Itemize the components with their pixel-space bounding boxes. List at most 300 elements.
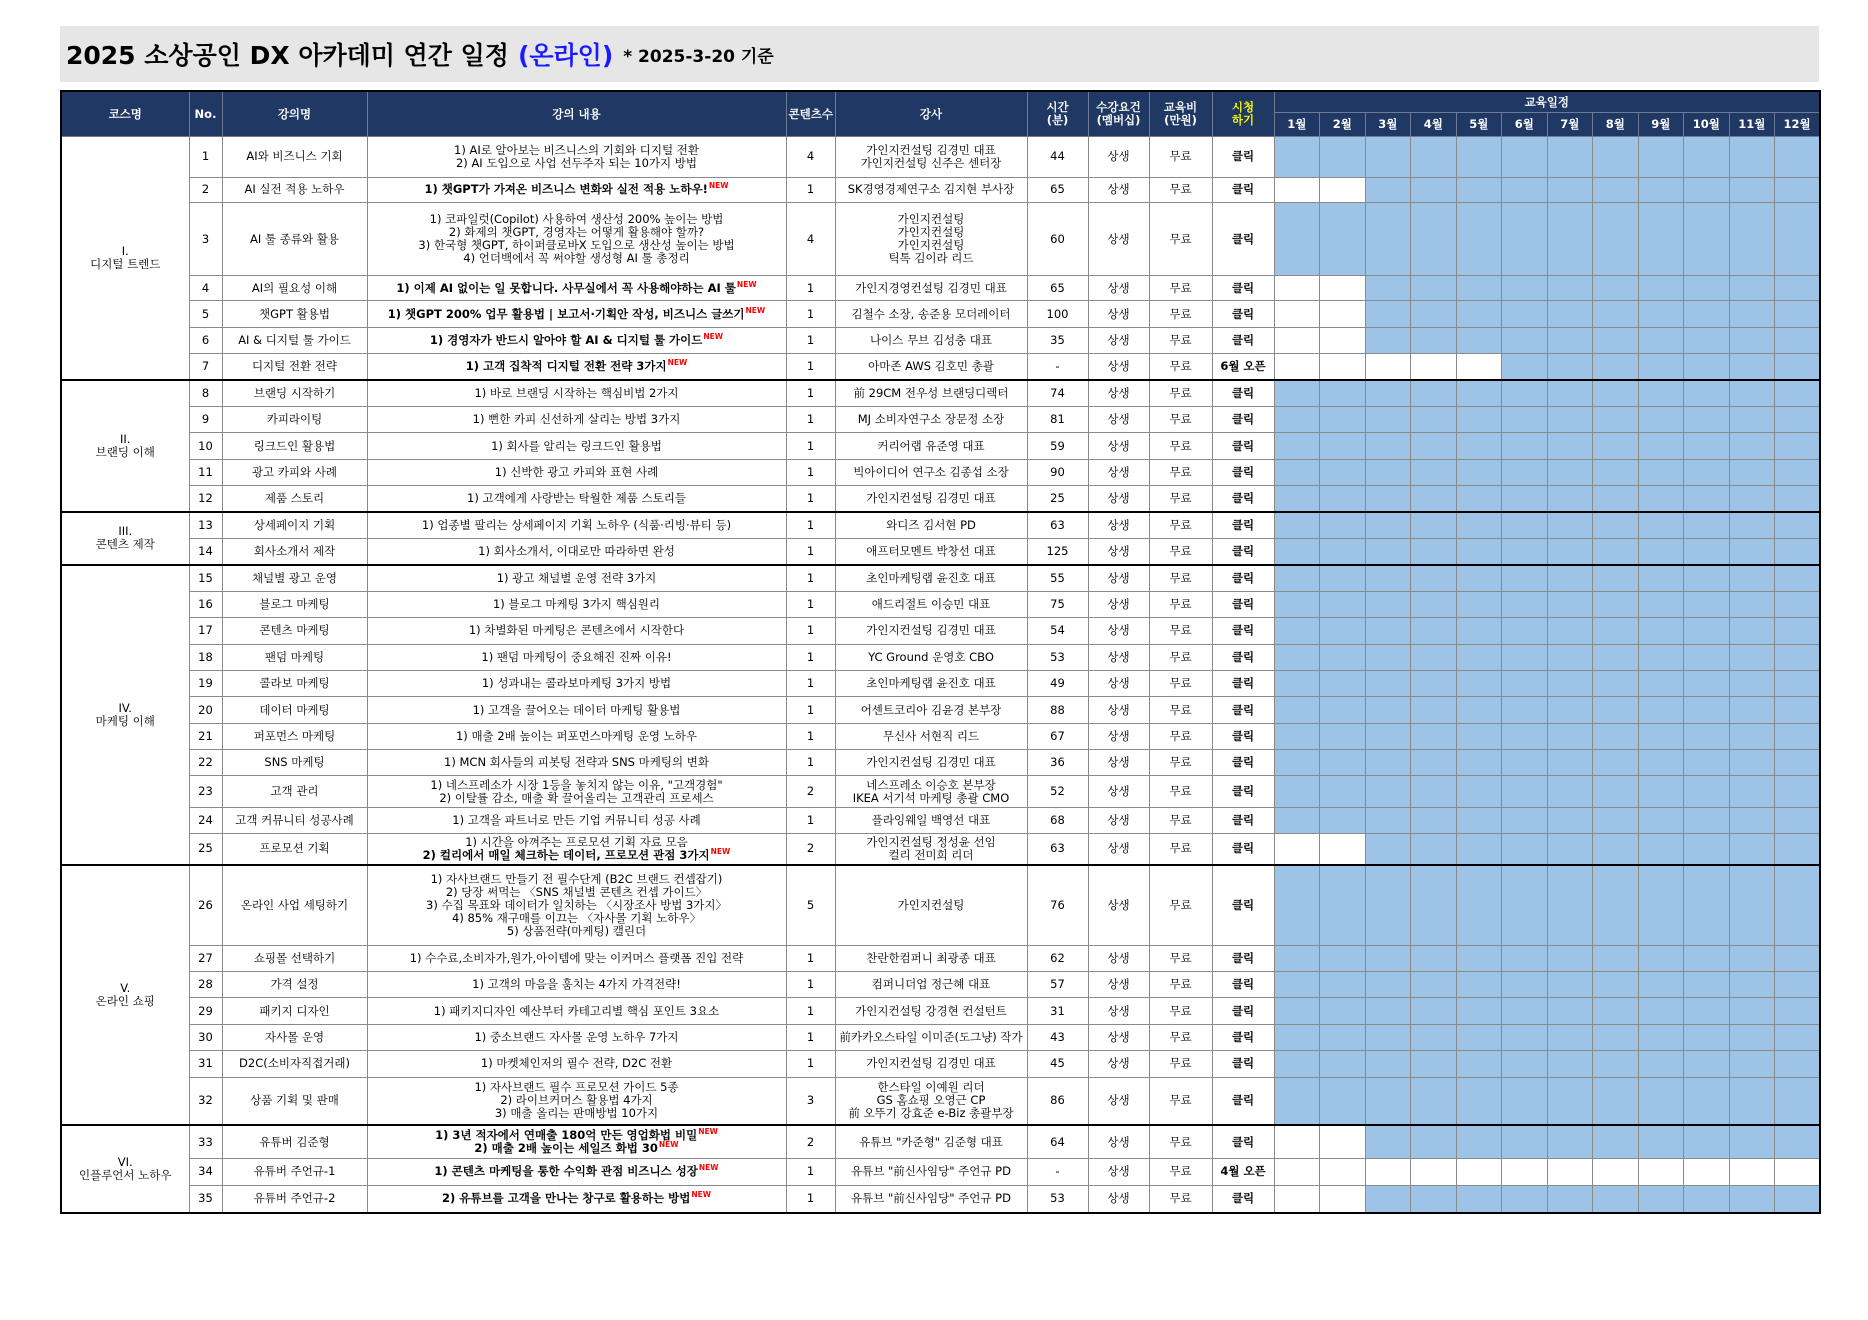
duration-minutes: 55 xyxy=(1027,565,1088,591)
schedule-month-8 xyxy=(1593,972,1639,998)
duration-minutes: 125 xyxy=(1027,538,1088,564)
duration-minutes: 88 xyxy=(1027,697,1088,723)
schedule-month-10 xyxy=(1684,1051,1730,1077)
watch-link[interactable]: 클릭 xyxy=(1231,649,1255,664)
schedule-month-10 xyxy=(1684,1159,1730,1185)
schedule-month-1 xyxy=(1274,565,1320,591)
table-row xyxy=(61,276,1820,301)
membership-requirement: 상생 xyxy=(1088,301,1149,327)
duration-minutes: 65 xyxy=(1027,177,1088,202)
header-course: 코스명 xyxy=(61,91,189,137)
instructor-line: 빅아이디어 연구소 김종섭 소장 xyxy=(853,464,1009,479)
course-group-cell xyxy=(61,565,189,865)
lecture-no: 16 xyxy=(189,591,222,617)
schedule-month-5 xyxy=(1456,276,1502,301)
lecture-title: AI 툴 종류와 활용 xyxy=(222,203,367,276)
schedule-month-12 xyxy=(1775,177,1821,202)
instructor-line: 가인지컨설팅 강경현 컨설턴트 xyxy=(855,1003,1007,1018)
table-row xyxy=(61,723,1820,749)
watch-cell xyxy=(1212,1024,1274,1050)
content-line xyxy=(370,814,784,827)
schedule-month-12 xyxy=(1775,618,1821,644)
content-line-text: 1) 고객 집착적 디지털 전환 전략 3가지 xyxy=(465,359,667,374)
lecture-title: 가격 설정 xyxy=(222,972,367,998)
schedule-month-10 xyxy=(1684,459,1730,485)
schedule-month-5 xyxy=(1456,301,1502,327)
schedule-month-12 xyxy=(1775,1125,1821,1159)
watch-link[interactable]: 클릭 xyxy=(1231,1003,1255,1018)
course-name: 인플루언서 노하우 xyxy=(78,1167,172,1182)
membership-requirement: 상생 xyxy=(1088,945,1149,971)
header-month-5: 5월 xyxy=(1456,113,1502,137)
schedule-month-10 xyxy=(1684,512,1730,538)
schedule-month-11 xyxy=(1729,276,1775,301)
schedule-month-6 xyxy=(1502,276,1548,301)
watch-link[interactable]: 클릭 xyxy=(1231,1134,1255,1149)
lecture-title: 유튜버 주언규-1 xyxy=(222,1159,367,1185)
schedule-month-11 xyxy=(1729,1051,1775,1077)
schedule-month-2 xyxy=(1320,1051,1366,1077)
lecture-content xyxy=(367,407,786,433)
schedule-month-4 xyxy=(1411,697,1457,723)
lecture-content xyxy=(367,486,786,512)
lecture-no: 20 xyxy=(189,697,222,723)
content-line xyxy=(370,1107,784,1120)
content-line-text: 1) 회사소개서, 이대로만 따라하면 완성 xyxy=(478,543,675,558)
membership-requirement: 상생 xyxy=(1088,380,1149,406)
table-row xyxy=(61,750,1820,776)
schedule-month-11 xyxy=(1729,565,1775,591)
schedule-month-3 xyxy=(1365,1051,1411,1077)
schedule-month-4 xyxy=(1411,998,1457,1024)
lecture-title: 링크드인 활용법 xyxy=(222,433,367,459)
lecture-title: 광고 카피와 사례 xyxy=(222,459,367,485)
content-line-text: 1) 챗GPT가 가져온 비즈니스 변화와 실전 적용 노하우! xyxy=(424,182,708,197)
lecture-title: SNS 마케팅 xyxy=(222,750,367,776)
instructor-line: 네스프레소 이승호 본부장 xyxy=(866,777,996,792)
fee: 무료 xyxy=(1149,327,1212,353)
instructor xyxy=(835,945,1027,971)
schedule-month-9 xyxy=(1638,591,1684,617)
watch-link[interactable]: 클릭 xyxy=(1231,543,1255,558)
header-month-11: 11월 xyxy=(1729,113,1775,137)
membership-requirement: 상생 xyxy=(1088,1185,1149,1213)
fee: 무료 xyxy=(1149,354,1212,380)
schedule-month-5 xyxy=(1456,407,1502,433)
table-row xyxy=(61,459,1820,485)
schedule-month-1 xyxy=(1274,1024,1320,1050)
lecture-title: 카피라이팅 xyxy=(222,407,367,433)
schedule-month-8 xyxy=(1593,459,1639,485)
schedule-month-9 xyxy=(1638,1159,1684,1185)
schedule-month-1 xyxy=(1274,1159,1320,1185)
watch-link[interactable]: 클릭 xyxy=(1231,702,1255,717)
new-badge: NEW xyxy=(710,846,731,856)
lecture-content xyxy=(367,1125,786,1159)
schedule-month-10 xyxy=(1684,538,1730,564)
fee: 무료 xyxy=(1149,203,1212,276)
membership-requirement: 상생 xyxy=(1088,807,1149,833)
content-count: 1 xyxy=(786,1051,835,1077)
schedule-month-6 xyxy=(1502,834,1548,865)
schedule-month-7 xyxy=(1547,644,1593,670)
lecture-title: D2C(소비자직접거래) xyxy=(222,1051,367,1077)
membership-requirement: 상생 xyxy=(1088,459,1149,485)
watch-cell xyxy=(1212,486,1274,512)
instructor-line: 가인지컨설팅 xyxy=(897,897,965,912)
schedule-month-4 xyxy=(1411,486,1457,512)
schedule-month-12 xyxy=(1775,750,1821,776)
header-requirement xyxy=(1088,91,1149,137)
schedule-month-8 xyxy=(1593,723,1639,749)
lecture-no: 11 xyxy=(189,459,222,485)
fee: 무료 xyxy=(1149,407,1212,433)
content-line-text: 1) 업종별 팔리는 상세페이지 기획 노하우 (식품·리빙·뷰티 등) xyxy=(421,518,732,533)
schedule-month-2 xyxy=(1320,670,1366,696)
lecture-content xyxy=(367,354,786,380)
instructor xyxy=(835,1125,1027,1159)
lecture-content xyxy=(367,723,786,749)
schedule-month-2 xyxy=(1320,1125,1366,1159)
lecture-no: 30 xyxy=(189,1024,222,1050)
lecture-content xyxy=(367,998,786,1024)
header-content: 강의 내용 xyxy=(367,91,786,137)
duration-minutes: 59 xyxy=(1027,433,1088,459)
schedule-month-2 xyxy=(1320,618,1366,644)
content-line xyxy=(370,978,784,991)
schedule-month-5 xyxy=(1456,750,1502,776)
watch-link[interactable]: 클릭 xyxy=(1231,306,1255,321)
instructor xyxy=(835,644,1027,670)
schedule-month-10 xyxy=(1684,327,1730,353)
schedule-month-7 xyxy=(1547,1051,1593,1077)
watch-link[interactable]: 클릭 xyxy=(1231,333,1255,348)
schedule-month-12 xyxy=(1775,945,1821,971)
schedule-month-6 xyxy=(1502,1185,1548,1213)
schedule-month-4 xyxy=(1411,670,1457,696)
content-line-text: 2) 화제의 챗GPT, 경영자는 어떻게 활용해야 할까? xyxy=(448,225,705,240)
fee: 무료 xyxy=(1149,459,1212,485)
schedule-month-1 xyxy=(1274,945,1320,971)
duration-minutes: 86 xyxy=(1027,1077,1088,1125)
schedule-month-8 xyxy=(1593,1024,1639,1050)
watch-link[interactable]: 클릭 xyxy=(1231,438,1255,453)
schedule-month-5 xyxy=(1456,723,1502,749)
lecture-no: 25 xyxy=(189,834,222,865)
watch-cell xyxy=(1212,433,1274,459)
watch-link[interactable]: 클릭 xyxy=(1231,149,1255,164)
header-month-10: 10월 xyxy=(1684,113,1730,137)
instructor xyxy=(835,750,1027,776)
schedule-month-6 xyxy=(1502,380,1548,406)
lecture-no: 14 xyxy=(189,538,222,564)
header-month-4: 4월 xyxy=(1411,113,1457,137)
table-row xyxy=(61,697,1820,723)
schedule-month-2 xyxy=(1320,301,1366,327)
lecture-content xyxy=(367,327,786,353)
content-line-text: 1) 뻔한 카피 신선하게 살리는 방법 3가지 xyxy=(472,412,681,427)
schedule-month-2 xyxy=(1320,177,1366,202)
lecture-no: 2 xyxy=(189,177,222,202)
duration-minutes: 63 xyxy=(1027,512,1088,538)
schedule-month-10 xyxy=(1684,137,1730,178)
lecture-content xyxy=(367,1077,786,1125)
course-numeral: V. xyxy=(120,980,131,995)
schedule-month-2 xyxy=(1320,972,1366,998)
watch-link[interactable]: 클릭 xyxy=(1231,977,1255,992)
watch-link[interactable]: 클릭 xyxy=(1231,386,1255,401)
duration-minutes: 62 xyxy=(1027,945,1088,971)
instructor-line: 前 오뚜기 강효준 e-Biz 총괄부장 xyxy=(848,1106,1014,1121)
content-count: 2 xyxy=(786,1125,835,1159)
header-month-2: 2월 xyxy=(1320,113,1366,137)
schedule-month-1 xyxy=(1274,697,1320,723)
schedule-month-2 xyxy=(1320,512,1366,538)
lecture-title: 디지털 전환 전략 xyxy=(222,354,367,380)
schedule-month-12 xyxy=(1775,354,1821,380)
schedule-month-7 xyxy=(1547,618,1593,644)
watch-link[interactable]: 클릭 xyxy=(1231,570,1255,585)
course-name: 마케팅 이해 xyxy=(95,713,155,728)
schedule-month-12 xyxy=(1775,203,1821,276)
schedule-month-4 xyxy=(1411,512,1457,538)
schedule-month-3 xyxy=(1365,591,1411,617)
schedule-month-7 xyxy=(1547,538,1593,564)
lecture-content xyxy=(367,776,786,807)
membership-requirement: 상생 xyxy=(1088,137,1149,178)
content-count: 1 xyxy=(786,459,835,485)
schedule-month-9 xyxy=(1638,203,1684,276)
schedule-month-2 xyxy=(1320,354,1366,380)
schedule-month-5 xyxy=(1456,998,1502,1024)
schedule-month-6 xyxy=(1502,512,1548,538)
content-line xyxy=(370,677,784,690)
content-line xyxy=(370,279,784,295)
instructor-line: 前카카오스타일 이미준(도그냥) 작가 xyxy=(839,1030,1023,1044)
instructor xyxy=(835,1185,1027,1213)
table-row xyxy=(61,512,1820,538)
instructor-line: 가인지컨설팅 정성윤 선임 xyxy=(866,834,996,849)
watch-cell xyxy=(1212,276,1274,301)
schedule-month-12 xyxy=(1775,459,1821,485)
watch-link[interactable]: 클릭 xyxy=(1231,464,1255,479)
header-fee-line2: (만원) xyxy=(1164,113,1197,128)
schedule-month-3 xyxy=(1365,137,1411,178)
watch-link[interactable]: 클릭 xyxy=(1231,676,1255,691)
watch-link[interactable]: 클릭 xyxy=(1231,412,1255,427)
header-month-9: 9월 xyxy=(1638,113,1684,137)
header-schedule: 교육일정 xyxy=(1274,91,1820,113)
new-badge: NEW xyxy=(703,332,724,342)
lecture-no: 10 xyxy=(189,433,222,459)
schedule-month-7 xyxy=(1547,1185,1593,1213)
watch-link[interactable]: 클릭 xyxy=(1231,784,1255,799)
content-line-text: 2) 유튜브를 고객을 만나는 창구로 활용하는 방법 xyxy=(441,1191,691,1206)
schedule-month-10 xyxy=(1684,354,1730,380)
schedule-month-7 xyxy=(1547,433,1593,459)
instructor-line: 가인지컨설팅 김경민 대표 xyxy=(866,755,996,770)
schedule-month-11 xyxy=(1729,486,1775,512)
schedule-month-12 xyxy=(1775,433,1821,459)
schedule-month-9 xyxy=(1638,1024,1684,1050)
watch-link[interactable]: 클릭 xyxy=(1231,623,1255,638)
schedule-month-5 xyxy=(1456,512,1502,538)
membership-requirement: 상생 xyxy=(1088,1159,1149,1185)
header-lecture: 강의명 xyxy=(222,91,367,137)
table-row xyxy=(61,301,1820,327)
schedule-month-6 xyxy=(1502,776,1548,807)
watch-link[interactable]: 클릭 xyxy=(1231,728,1255,743)
content-line-text: 1) 고객의 마음을 훔치는 4가지 가격전략! xyxy=(472,977,681,992)
schedule-month-3 xyxy=(1365,203,1411,276)
schedule-month-10 xyxy=(1684,433,1730,459)
content-count: 1 xyxy=(786,998,835,1024)
content-line xyxy=(370,387,784,400)
schedule-month-12 xyxy=(1775,807,1821,833)
instructor xyxy=(835,407,1027,433)
schedule-month-7 xyxy=(1547,776,1593,807)
schedule-month-4 xyxy=(1411,644,1457,670)
instructor-line: 가인지컨설팅 김경민 대표 xyxy=(866,1056,996,1071)
schedule-month-9 xyxy=(1638,1077,1684,1125)
fee: 무료 xyxy=(1149,177,1212,202)
instructor-line: 김철수 소장, 송준용 모더레이터 xyxy=(851,306,1011,321)
instructor-line: 컴퍼니더업 정근혜 대표 xyxy=(871,977,991,992)
instructor xyxy=(835,697,1027,723)
watch-link[interactable]: 클릭 xyxy=(1231,812,1255,827)
new-badge: NEW xyxy=(658,1140,679,1150)
content-line xyxy=(370,413,784,426)
schedule-month-7 xyxy=(1547,459,1593,485)
watch-link[interactable]: 클릭 xyxy=(1231,1191,1255,1206)
membership-requirement: 상생 xyxy=(1088,486,1149,512)
schedule-month-3 xyxy=(1365,834,1411,865)
watch-link[interactable]: 클릭 xyxy=(1231,491,1255,506)
lecture-title: 블로그 마케팅 xyxy=(222,591,367,617)
membership-requirement: 상생 xyxy=(1088,834,1149,865)
schedule-month-10 xyxy=(1684,644,1730,670)
schedule-month-2 xyxy=(1320,327,1366,353)
schedule-month-7 xyxy=(1547,972,1593,998)
schedule-month-4 xyxy=(1411,618,1457,644)
schedule-month-6 xyxy=(1502,1024,1548,1050)
lecture-content xyxy=(367,203,786,276)
watch-link[interactable]: 클릭 xyxy=(1231,518,1255,533)
content-line-text: 1) 자사브랜드 만들기 전 필수단계 (B2C 브랜드 컨셉잡기) xyxy=(430,871,723,886)
lecture-no: 12 xyxy=(189,486,222,512)
watch-link[interactable]: 클릭 xyxy=(1231,841,1255,856)
lecture-title: 챗GPT 활용법 xyxy=(222,301,367,327)
schedule-month-3 xyxy=(1365,301,1411,327)
schedule-month-12 xyxy=(1775,972,1821,998)
content-line xyxy=(370,1005,784,1018)
schedule-month-8 xyxy=(1593,750,1639,776)
schedule-month-2 xyxy=(1320,998,1366,1024)
watch-link[interactable]: 클릭 xyxy=(1231,182,1255,197)
watch-cell xyxy=(1212,644,1274,670)
fee: 무료 xyxy=(1149,834,1212,865)
schedule-month-5 xyxy=(1456,327,1502,353)
content-line-text: 1) 콘텐츠 마케팅을 통한 수익화 관점 비즈니스 성장 xyxy=(434,1164,698,1179)
lecture-title: 회사소개서 제작 xyxy=(222,538,367,564)
watch-link[interactable]: 클릭 xyxy=(1231,280,1255,295)
table-row xyxy=(61,1051,1820,1077)
fee: 무료 xyxy=(1149,945,1212,971)
instructor-line: 가인지컨설팅 xyxy=(897,212,965,227)
schedule-month-6 xyxy=(1502,354,1548,380)
schedule-month-9 xyxy=(1638,1185,1684,1213)
schedule-month-7 xyxy=(1547,301,1593,327)
course-numeral: II. xyxy=(120,432,131,447)
instructor xyxy=(835,591,1027,617)
content-count: 1 xyxy=(786,433,835,459)
schedule-month-8 xyxy=(1593,512,1639,538)
schedule-month-1 xyxy=(1274,1077,1320,1125)
schedule-month-9 xyxy=(1638,945,1684,971)
watch-link[interactable]: 클릭 xyxy=(1231,231,1255,246)
fee: 무료 xyxy=(1149,618,1212,644)
lecture-title: 상품 기획 및 판매 xyxy=(222,1077,367,1125)
instructor-line: 틱톡 김이라 리드 xyxy=(888,251,974,266)
page-title: 2025 소상공인 DX 아카데미 연간 일정 xyxy=(66,41,509,70)
schedule-month-6 xyxy=(1502,697,1548,723)
instructor-line: 플라잉웨일 백영선 대표 xyxy=(871,812,991,827)
content-count: 2 xyxy=(786,834,835,865)
table-row xyxy=(61,1185,1820,1213)
schedule-month-3 xyxy=(1365,972,1411,998)
schedule-month-4 xyxy=(1411,380,1457,406)
lecture-content xyxy=(367,807,786,833)
schedule-month-7 xyxy=(1547,998,1593,1024)
schedule-month-10 xyxy=(1684,865,1730,945)
lecture-content xyxy=(367,459,786,485)
watch-link[interactable]: 클릭 xyxy=(1231,596,1255,611)
schedule-month-11 xyxy=(1729,1125,1775,1159)
header-month-8: 8월 xyxy=(1593,113,1639,137)
schedule-month-3 xyxy=(1365,407,1411,433)
watch-link[interactable]: 클릭 xyxy=(1231,1056,1255,1071)
schedule-month-1 xyxy=(1274,301,1320,327)
watch-link[interactable]: 클릭 xyxy=(1231,897,1255,912)
watch-cell xyxy=(1212,1051,1274,1077)
new-badge: NEW xyxy=(698,1163,719,1173)
fee: 무료 xyxy=(1149,697,1212,723)
membership-requirement: 상생 xyxy=(1088,697,1149,723)
schedule-month-8 xyxy=(1593,538,1639,564)
schedule-month-1 xyxy=(1274,1051,1320,1077)
schedule-month-2 xyxy=(1320,834,1366,865)
content-line-text: 1) 패키지디자인 예산부터 카테고리별 핵심 포인트 3요소 xyxy=(433,1003,720,1018)
watch-link[interactable]: 클릭 xyxy=(1231,1030,1255,1044)
content-line xyxy=(370,1192,784,1205)
schedule-month-11 xyxy=(1729,670,1775,696)
watch-cell xyxy=(1212,750,1274,776)
watch-link[interactable]: 클릭 xyxy=(1231,1093,1255,1108)
duration-minutes: 100 xyxy=(1027,301,1088,327)
schedule-month-9 xyxy=(1638,301,1684,327)
watch-link[interactable]: 클릭 xyxy=(1231,755,1255,770)
schedule-month-2 xyxy=(1320,807,1366,833)
course-group-cell xyxy=(61,380,189,512)
membership-requirement: 상생 xyxy=(1088,276,1149,301)
watch-link[interactable]: 클릭 xyxy=(1231,950,1255,965)
schedule-month-12 xyxy=(1775,644,1821,670)
watch-cell xyxy=(1212,380,1274,406)
schedule-month-6 xyxy=(1502,327,1548,353)
schedule-month-7 xyxy=(1547,327,1593,353)
watch-cell xyxy=(1212,1077,1274,1125)
course-group-cell xyxy=(61,512,189,565)
